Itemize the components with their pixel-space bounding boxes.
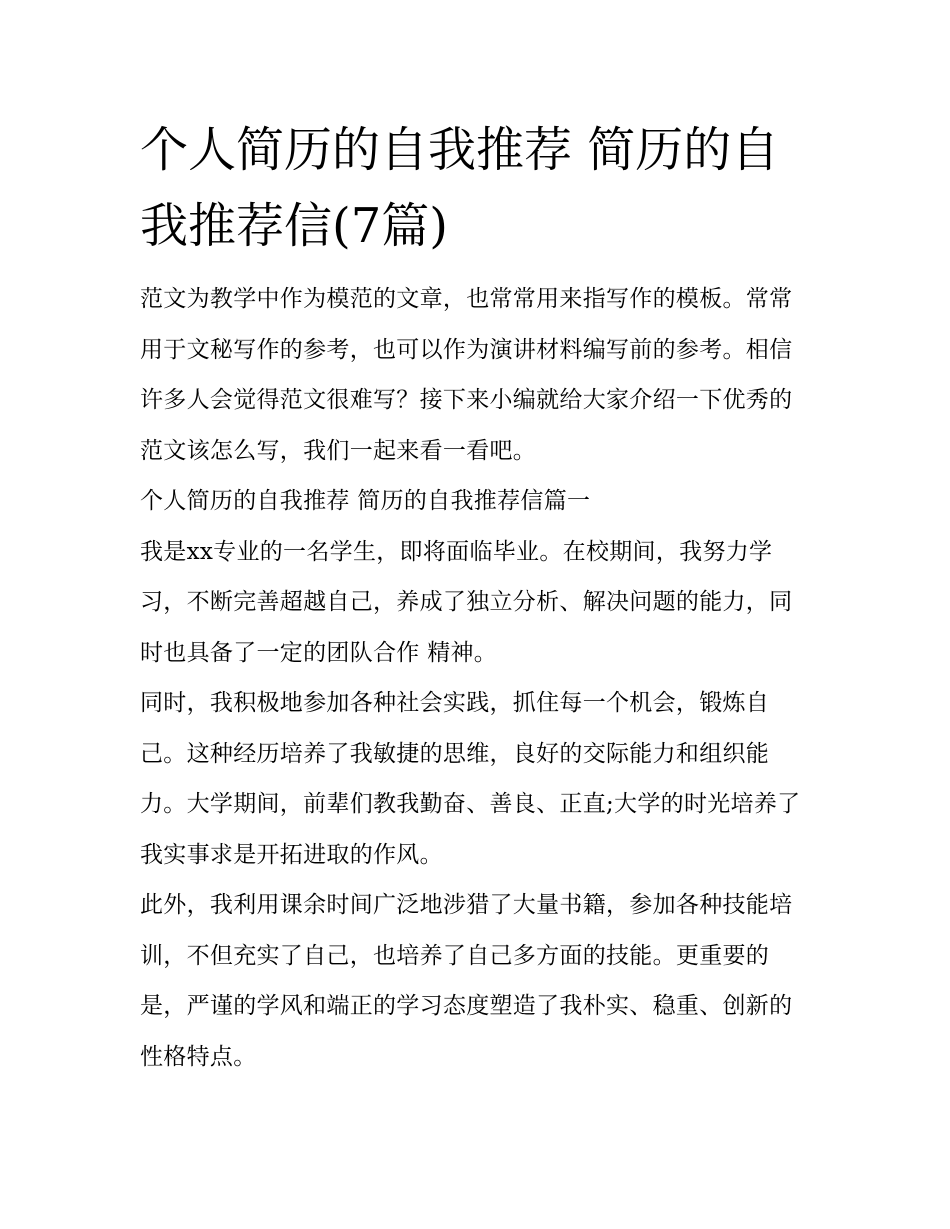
section-heading: 个人简历的自我推荐 简历的自我推荐信篇一 [140,488,591,514]
body-paragraph: 我是xx专业的一名学生，即将面临毕业。在校期间，我努力学习，不断完善超越自己，养成了独立分析、解决问题的能力，同时也具备了一定的团队合作 精神。 [140,538,793,666]
intro-paragraph: 范文为教学中作为模范的文章，也常常用来指写作的模板。常常用于文秘写作的参考，也可以作为演讲材料编写前的参考。相信许多人会觉得范文很难写？接下来小编就给大家介绍一下优秀的范文该怎么写，我们一起来看一看吧。 [140,286,793,464]
document-body [140,112,812,1082]
body-paragraph: 此外，我利用课余时间广泛地涉猎了大量书籍，参加各种技能培训，不但充实了自己，也培养了自己多方面的技能。更重要的是，严谨的学风和端正的学习态度塑造了我朴实、稳重、创新的性格特点。 [140,892,793,1070]
body-paragraph: 同时，我积极地参加各种社会实践，抓住每一个机会，锻炼自己。这种经历培养了我敏捷的思维，良好的交际能力和组织能力。大学期间，前辈们教我勤奋、善良、正直;大学的时光培养了我实事求是开拓进取的作风。 [140,690,801,868]
document-title: 个人简历的自我推荐 简历的自我推荐信(7篇) [140,122,780,254]
